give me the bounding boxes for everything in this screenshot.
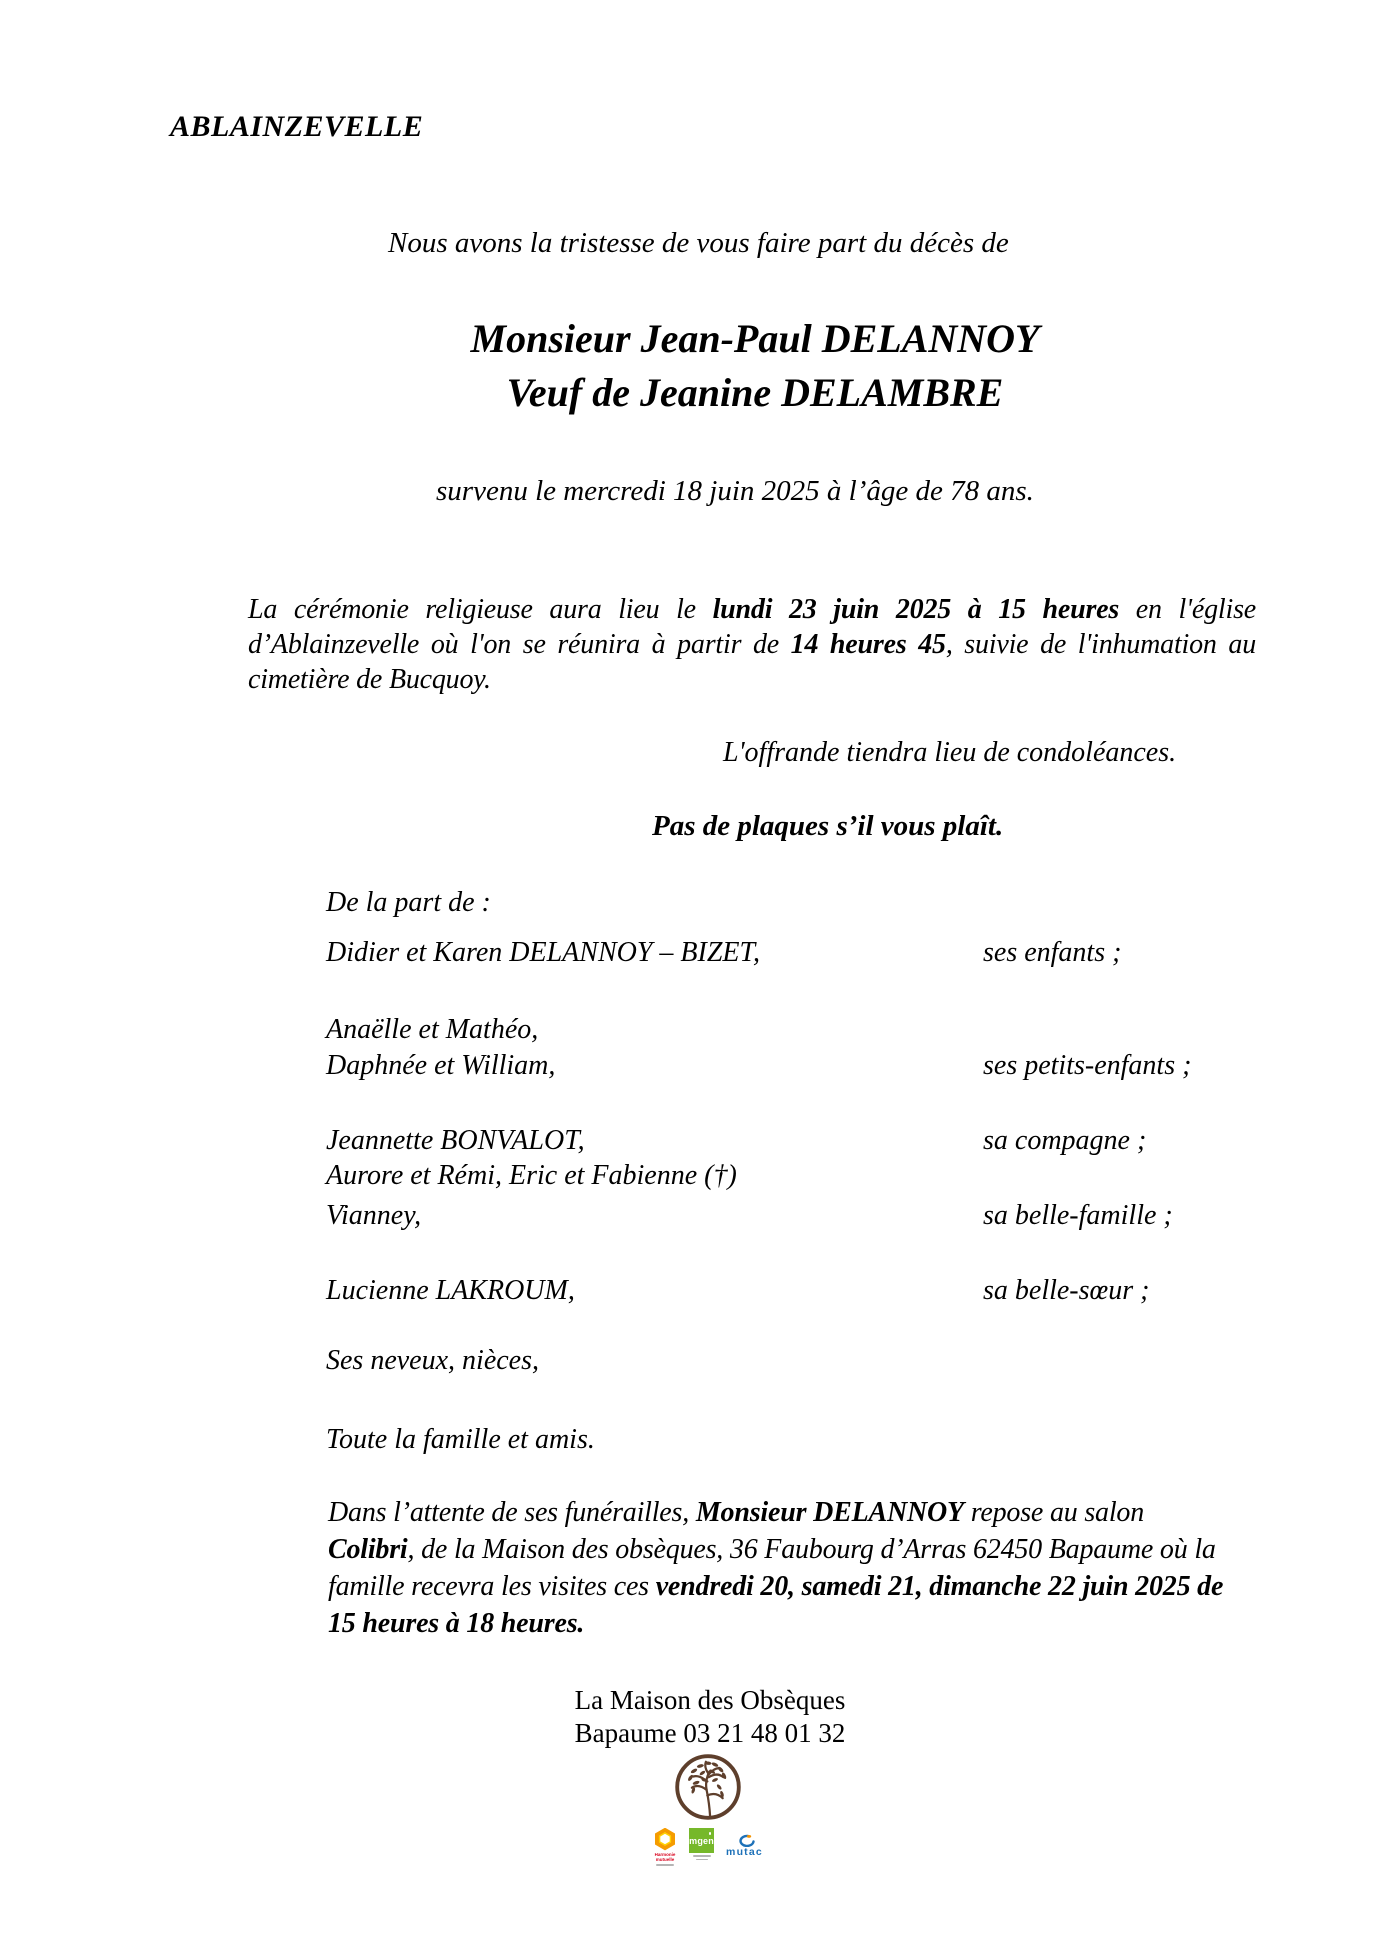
family-relation: sa belle-famille ; <box>983 1200 1173 1231</box>
mutac-label: mutac <box>726 1846 763 1858</box>
family-row <box>0 1160 1378 1200</box>
family-member: Vianney, <box>326 1200 422 1231</box>
family-heading: De la part de : <box>326 887 491 918</box>
closing-text: repose au salon <box>963 1497 1145 1528</box>
intro-line: Nous avons la tristesse de vous faire part du décès de <box>388 227 1009 259</box>
family-relation: ses petits-enfants ; <box>983 1050 1192 1081</box>
closing-visit-dates: vendredi 20, samedi 21, dimanche 22 juin 2025 de 15 heures à 18 heures. <box>328 1571 1224 1639</box>
harmonie-label: mutuelle <box>655 1857 675 1862</box>
family-row <box>0 1424 1378 1464</box>
ceremony-text: , suivie de l'inhumation au cimetière de Bucquoy. <box>248 629 1256 695</box>
funeral-home-name: La Maison des Obsèques <box>574 1685 846 1715</box>
family-row <box>0 1345 1378 1385</box>
ceremony-text: en l'église d’Ablainzevelle où l'on se réunira à partir de <box>248 594 1256 660</box>
closing-paragraph <box>328 1494 1228 1642</box>
mgen-label: mgen <box>689 1835 714 1846</box>
family-member: Aurore et Rémi, Eric et Fabienne (†) <box>326 1160 737 1191</box>
mgen-logo-icon <box>689 1828 714 1860</box>
family-member: Jeannette BONVALOT, <box>326 1125 585 1156</box>
closing-salon-name: Colibri <box>328 1534 408 1565</box>
family-row <box>0 1014 1378 1054</box>
family-member: Ses neveux, nièces, <box>326 1345 539 1376</box>
deceased-name-block <box>355 312 1155 420</box>
town-name: ABLAINZEVELLE <box>170 110 424 143</box>
funeral-home-phone: Bapaume 03 21 48 01 32 <box>574 1718 846 1748</box>
closing-deceased-name: Monsieur DELANNOY <box>695 1497 964 1528</box>
funeral-home-block <box>460 1684 960 1750</box>
partner-logos <box>588 1828 828 1866</box>
ceremony-text: La cérémonie religieuse aura lieu le <box>248 594 713 625</box>
family-member: Lucienne LAKROUM, <box>326 1275 575 1306</box>
tree-logo-icon <box>673 1752 743 1822</box>
family-relation: sa compagne ; <box>983 1125 1147 1156</box>
harmonie-subtext-bar <box>656 1864 674 1866</box>
widower-line: Veuf de Jeanine DELAMBRE <box>506 370 1004 415</box>
family-relation: ses enfants ; <box>983 937 1122 968</box>
no-plaques-line: Pas de plaques s’il vous plaît. <box>652 810 1004 842</box>
harmonie-mutuelle-logo-icon <box>653 1828 677 1866</box>
ceremony-gathering-time: 14 heures 45 <box>790 629 946 660</box>
family-member: Anaëlle et Mathéo, <box>326 1014 539 1045</box>
harmonie-label: Harmonie <box>654 1852 676 1857</box>
offering-line: L'offrande tiendra lieu de condoléances. <box>723 737 1177 768</box>
death-date-line: survenu le mercredi 18 juin 2025 à l’âge de 78 ans. <box>436 475 1034 507</box>
family-row <box>0 1200 1378 1240</box>
family-row <box>0 937 1378 977</box>
family-relation: sa belle-sœur ; <box>983 1275 1150 1306</box>
family-member: Toute la famille et amis. <box>326 1424 595 1455</box>
deceased-name: Monsieur Jean-Paul DELANNOY <box>470 316 1040 361</box>
closing-text: Dans l’attente de ses funérailles, <box>328 1497 696 1528</box>
mgen-subtext-bar <box>693 1855 711 1857</box>
ceremony-date-time: lundi 23 juin 2025 à 15 heures <box>712 594 1120 625</box>
family-row <box>0 1275 1378 1315</box>
ceremony-paragraph <box>248 592 1256 697</box>
family-member: Didier et Karen DELANNOY – BIZET, <box>326 937 761 968</box>
mutac-logo-icon <box>726 1834 763 1857</box>
family-member: Daphnée et William, <box>326 1050 556 1081</box>
family-row <box>0 1050 1378 1090</box>
mgen-dot <box>709 1832 712 1835</box>
closing-text: , de la Maison des obsèques, 36 Faubourg d’Arras 62450 Bapaume où la famille recevra les visites ces <box>328 1534 1216 1602</box>
mgen-subtext-bar <box>696 1859 708 1861</box>
family-row <box>0 1125 1378 1165</box>
